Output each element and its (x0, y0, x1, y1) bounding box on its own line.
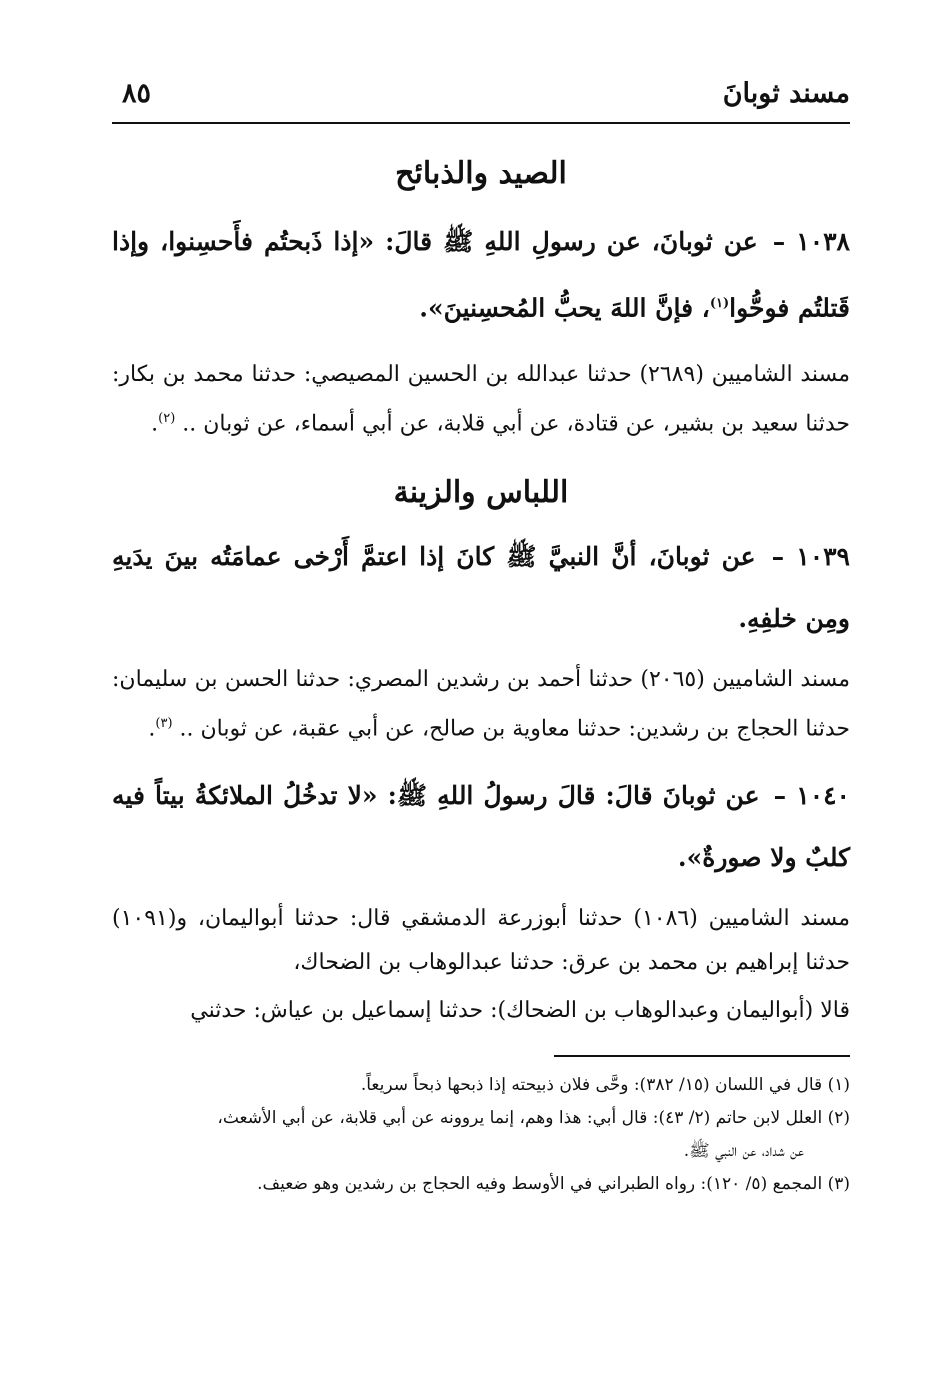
footnote: (٢) العلل لابن حاتم (٢/ ٤٣): قال أبي: هذا وهم، إنما يروونه عن أبي قلابة، عن أبي الأشعث، (217, 1107, 850, 1128)
isnad-body: قالا (أبواليمان وعبدالوهاب بن الضحاك): حدثنا إسماعيل بن عياش: حدثني (190, 997, 850, 1023)
hadith-text (112, 526, 850, 650)
hadith-text (112, 765, 850, 889)
footnote: (٣) المجمع (٥/ ١٢٠): رواه الطبراني في الأوسط وفيه الحجاج بن رشدين وهو ضعيف. (257, 1173, 850, 1194)
section-title: الصيد والذبائح (395, 156, 567, 191)
section-title: اللباس والزينة (393, 474, 569, 510)
page-number: ٨٥ (122, 78, 152, 109)
hadith-text (112, 211, 850, 339)
footnote-ref: (٢) (158, 411, 176, 427)
isnad-body: مسند الشاميين (٢٠٦٥) حدثنا أحمد بن رشدين المصري: حدثنا الحسن بن سليمان: حدثنا الحجاج بن رشدين: حدثنا معاوية بن صالح، عن أبي عقبة، عن ثوبان .. (112, 666, 850, 741)
footnote-separator (554, 1055, 850, 1057)
hadith-body: عن ثوبانَ، عن رسولِ اللهِ ﷺ قالَ: «إذا ذَبحتُم فأَحسِنوا، وإذا قَتلتُم فوحُّوا (112, 227, 850, 323)
running-head: مسند ثوبانَ (722, 78, 850, 109)
isnad-body: مسند الشاميين (٢٦٨٩) حدثنا عبدالله بن الحسين المصيصي: حدثنا محمد بن بكار: حدثنا سعيد بن بشير، عن قتادة، عن أبي قلابة، عن أبي أسماء، عن ثوبان .. (112, 362, 850, 437)
hadith-number: ١٠٣٩ – (771, 541, 850, 571)
isnad-end: . (151, 411, 159, 437)
isnad-text (112, 658, 850, 751)
hadith-number: ١٠٤٠ – (773, 780, 850, 810)
footnote: (١) قال في اللسان (١٥/ ٣٨٢): وحَّى فلان ذبيحته إذا ذبحها ذبحاً سريعاً. (360, 1074, 850, 1095)
isnad-text (112, 989, 850, 1033)
footnote-ref: (١) (709, 296, 730, 311)
isnad-end: . (148, 715, 156, 741)
footnote-ref: (٣) (155, 715, 173, 731)
footnote-continuation: عن شداد، عن النبي ﷺ. (683, 1140, 804, 1161)
hadith-number: ١٠٣٨ – (772, 227, 850, 256)
footnotes (112, 1069, 850, 1201)
isnad-body: مسند الشاميين (١٠٨٦) حدثنا أبوزرعة الدمشقي قال: حدثنا أبواليمان، و(١٠٩١) حدثنا إبراهيم بن محمد بن عرق: حدثنا عبدالوهاب بن الضحاك، (112, 905, 851, 975)
hadith-body: عن ثوبانَ، أنَّ النبيَّ ﷺ كانَ إذا اعتمَّ أَرْخى عمامَتُه بينَ يدَيهِ ومِن خلفِهِ. (112, 541, 850, 633)
page-header (112, 70, 850, 124)
hadith-body-end: ، فإنَّ اللهَ يحبُّ المُحسِنينَ». (419, 293, 710, 323)
book-page (112, 70, 850, 1201)
hadith-body: عن ثوبانَ قالَ: قالَ رسولُ اللهِ ﷺ: «لا تدخُلُ الملائكةُ بيتاً فيه كلبٌ ولا صورةٌ». (112, 780, 850, 872)
isnad-text (112, 353, 850, 446)
isnad-text (112, 897, 850, 985)
